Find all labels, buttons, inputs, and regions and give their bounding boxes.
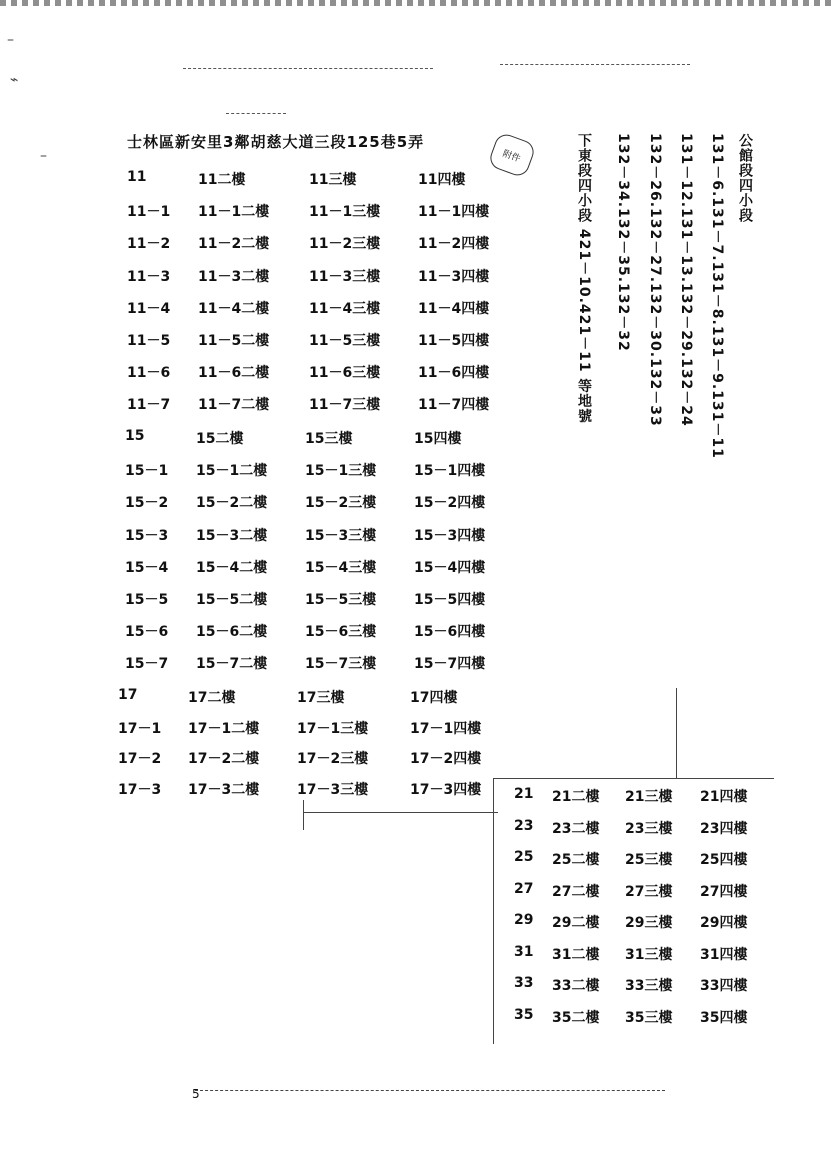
land-note-section: 公館段四小段 bbox=[737, 133, 753, 223]
address-row-15 bbox=[0, 492, 832, 512]
address-cell: 21 bbox=[514, 786, 534, 802]
address-cell: 15－6二樓 bbox=[196, 624, 268, 641]
address-row-21 bbox=[0, 786, 832, 806]
address-cell: 15－3三樓 bbox=[305, 527, 377, 544]
margin-mark-3: – bbox=[40, 148, 47, 164]
callout-line bbox=[676, 688, 677, 778]
address-cell: 15 bbox=[125, 428, 145, 444]
address-cell: 25 bbox=[514, 849, 534, 865]
address-cell: 11－7三樓 bbox=[309, 397, 381, 414]
address-cell: 31三樓 bbox=[625, 946, 673, 963]
address-cell: 15三樓 bbox=[305, 431, 353, 447]
address-cell: 11－2 bbox=[127, 236, 171, 253]
address-cell: 11－7 bbox=[127, 397, 171, 414]
address-cell: 17－2二樓 bbox=[188, 751, 260, 767]
address-cell: 11－4三樓 bbox=[309, 300, 381, 317]
address-cell: 17－2三樓 bbox=[297, 751, 369, 767]
address-cell: 11－4四樓 bbox=[418, 300, 490, 317]
address-cell: 15－4二樓 bbox=[196, 559, 268, 576]
address-cell: 15－2三樓 bbox=[305, 495, 377, 512]
address-cell: 25四樓 bbox=[700, 852, 748, 868]
address-cell: 11－6 bbox=[127, 365, 171, 382]
top-dash-1 bbox=[183, 68, 433, 69]
address-cell: 15－7二樓 bbox=[196, 656, 268, 673]
address-cell: 15－1二樓 bbox=[196, 463, 268, 480]
address-cell: 23四樓 bbox=[700, 820, 748, 837]
address-row-15 bbox=[0, 621, 832, 641]
address-cell: 11－5 bbox=[127, 333, 171, 349]
address-cell: 33 bbox=[514, 975, 534, 991]
address-row-17 bbox=[0, 748, 832, 768]
footer-line bbox=[195, 1090, 665, 1091]
address-cell: 11四樓 bbox=[418, 172, 466, 188]
address-row-21 bbox=[0, 975, 832, 995]
address-cell: 11－3 bbox=[127, 268, 171, 285]
address-cell: 27 bbox=[514, 880, 534, 897]
address-cell: 27四樓 bbox=[700, 883, 748, 900]
address-cell: 25三樓 bbox=[625, 852, 673, 868]
address-row-15 bbox=[0, 557, 832, 577]
address-cell: 15四樓 bbox=[414, 431, 462, 447]
address-row-17 bbox=[0, 687, 832, 707]
address-cell: 17－1二樓 bbox=[188, 720, 260, 737]
address-cell: 11－4二樓 bbox=[198, 300, 270, 317]
address-row-15 bbox=[0, 460, 832, 480]
address-cell: 17－1四樓 bbox=[410, 720, 482, 737]
address-cell: 11－1四樓 bbox=[418, 204, 490, 221]
address-cell: 11－1 bbox=[127, 204, 171, 221]
address-row-15 bbox=[0, 589, 832, 609]
address-cell: 27三樓 bbox=[625, 883, 673, 900]
address-cell: 35三樓 bbox=[625, 1009, 673, 1026]
address-cell: 17三樓 bbox=[297, 690, 345, 706]
attachment-stamp: 附件 bbox=[487, 131, 537, 179]
address-cell: 15－5三樓 bbox=[305, 592, 377, 608]
margin-mark-1: – bbox=[7, 32, 14, 48]
address-cell: 15－7 bbox=[125, 656, 169, 673]
address-cell: 15－4 bbox=[125, 559, 169, 576]
callout-link bbox=[303, 812, 498, 813]
address-cell: 11－7四樓 bbox=[418, 397, 490, 414]
address-cell: 27二樓 bbox=[552, 883, 600, 900]
land-note-numbers-2: 131－12.131－13.132－29.132－24 bbox=[678, 133, 694, 427]
address-cell: 31二樓 bbox=[552, 946, 600, 963]
address-cell: 29三樓 bbox=[625, 915, 673, 931]
address-cell: 21二樓 bbox=[552, 789, 600, 805]
address-cell: 17－3 bbox=[118, 781, 162, 798]
address-cell: 15－6四樓 bbox=[414, 624, 486, 641]
address-cell: 21三樓 bbox=[625, 789, 673, 805]
land-note-numbers-1: 131－6.131－7.131－8.131－9.131－11 bbox=[709, 133, 725, 459]
address-cell: 35四樓 bbox=[700, 1009, 748, 1026]
top-dash-3 bbox=[226, 113, 286, 114]
address-cell: 11－6二樓 bbox=[198, 365, 270, 382]
address-cell: 29二樓 bbox=[552, 915, 600, 931]
address-cell: 15－4三樓 bbox=[305, 559, 377, 576]
address-cell: 17－3四樓 bbox=[410, 781, 482, 798]
address-cell: 11－1二樓 bbox=[198, 204, 270, 221]
scan-edge bbox=[0, 0, 832, 6]
address-cell: 15－5 bbox=[125, 592, 169, 608]
address-cell: 33四樓 bbox=[700, 978, 748, 994]
address-cell: 35二樓 bbox=[552, 1009, 600, 1026]
address-row-17 bbox=[0, 718, 832, 738]
address-cell: 11二樓 bbox=[198, 172, 246, 188]
address-cell: 11－3四樓 bbox=[418, 268, 490, 285]
address-cell: 17－2 bbox=[118, 751, 162, 767]
address-cell: 15－3 bbox=[125, 527, 169, 544]
address-cell: 17－3二樓 bbox=[188, 781, 260, 798]
top-dash-2 bbox=[500, 64, 690, 65]
margin-mark-2: ⌁ bbox=[10, 72, 19, 88]
address-cell: 31四樓 bbox=[700, 946, 748, 963]
address-cell: 25二樓 bbox=[552, 852, 600, 868]
address-cell: 15－3二樓 bbox=[196, 527, 268, 544]
address-row-21 bbox=[0, 912, 832, 932]
address-row-21 bbox=[0, 849, 832, 869]
address-cell: 31 bbox=[514, 943, 534, 960]
address-cell: 15－7四樓 bbox=[414, 656, 486, 673]
address-row-21 bbox=[0, 818, 832, 838]
address-cell: 35 bbox=[514, 1006, 534, 1023]
address-cell: 15二樓 bbox=[196, 431, 244, 447]
footer-mark: 5 bbox=[192, 1087, 200, 1101]
address-cell: 15－5四樓 bbox=[414, 592, 486, 608]
address-line: 士林區新安里3鄰胡慈大道三段125巷5弄 bbox=[127, 133, 425, 151]
land-note-numbers-3: 132－26.132－27.132－30.132－33 bbox=[647, 133, 663, 427]
address-cell: 11－2四樓 bbox=[418, 236, 490, 253]
address-cell: 11－4 bbox=[127, 300, 171, 317]
address-cell: 23 bbox=[514, 817, 534, 834]
land-note-other-section: 下東段四小段 421－10.421－11 等地號 bbox=[576, 133, 592, 424]
address-cell: 11－2三樓 bbox=[309, 236, 381, 253]
address-cell: 11三樓 bbox=[309, 172, 357, 188]
address-cell: 29四樓 bbox=[700, 915, 748, 931]
address-cell: 11－2二樓 bbox=[198, 236, 270, 253]
address-cell: 15－1 bbox=[125, 463, 169, 480]
address-cell: 11－6三樓 bbox=[309, 365, 381, 382]
address-cell: 11－6四樓 bbox=[418, 365, 490, 382]
address-cell: 17 bbox=[118, 687, 138, 703]
address-cell: 17－1三樓 bbox=[297, 720, 369, 737]
address-row-15 bbox=[0, 653, 832, 673]
address-cell: 15－4四樓 bbox=[414, 559, 486, 576]
address-cell: 17－1 bbox=[118, 720, 162, 737]
address-cell: 15－6三樓 bbox=[305, 624, 377, 641]
address-cell: 17四樓 bbox=[410, 690, 458, 706]
address-cell: 23二樓 bbox=[552, 820, 600, 837]
land-note-numbers-4: 132－34.132－35.132－32 bbox=[615, 133, 631, 352]
address-cell: 15－5二樓 bbox=[196, 592, 268, 608]
address-cell: 11－5二樓 bbox=[198, 333, 270, 349]
address-cell: 17－3三樓 bbox=[297, 781, 369, 798]
address-cell: 11 bbox=[127, 169, 147, 185]
address-row-21 bbox=[0, 1007, 832, 1027]
address-row-15 bbox=[0, 525, 832, 545]
address-cell: 11－3二樓 bbox=[198, 268, 270, 285]
address-cell: 17二樓 bbox=[188, 690, 236, 706]
address-cell: 15－1四樓 bbox=[414, 463, 486, 480]
address-cell: 33二樓 bbox=[552, 978, 600, 994]
address-cell: 23三樓 bbox=[625, 820, 673, 837]
address-cell: 15－1三樓 bbox=[305, 463, 377, 480]
address-row-21 bbox=[0, 881, 832, 901]
address-cell: 33三樓 bbox=[625, 978, 673, 994]
address-cell: 11－5四樓 bbox=[418, 333, 490, 349]
address-cell: 15－2四樓 bbox=[414, 495, 486, 512]
address-cell: 15－3四樓 bbox=[414, 527, 486, 544]
address-cell: 11－3三樓 bbox=[309, 268, 381, 285]
address-cell: 11－7二樓 bbox=[198, 397, 270, 414]
address-cell: 15－2 bbox=[125, 495, 169, 512]
address-cell: 15－6 bbox=[125, 624, 169, 641]
address-cell: 11－1三樓 bbox=[309, 204, 381, 221]
address-cell: 21四樓 bbox=[700, 789, 748, 805]
address-cell: 15－7三樓 bbox=[305, 656, 377, 673]
address-cell: 17－2四樓 bbox=[410, 751, 482, 767]
address-cell: 11－5三樓 bbox=[309, 333, 381, 349]
address-cell: 15－2二樓 bbox=[196, 495, 268, 512]
address-cell: 29 bbox=[514, 912, 534, 928]
address-row-21 bbox=[0, 944, 832, 964]
